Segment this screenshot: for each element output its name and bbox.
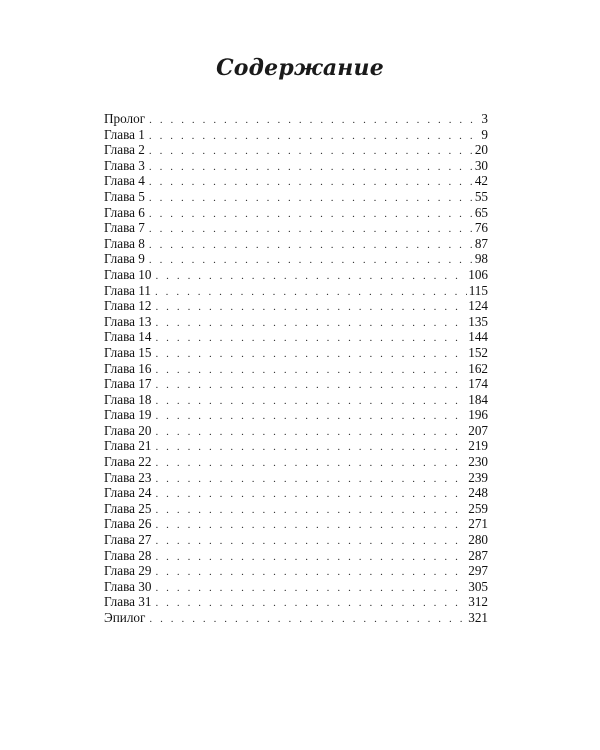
dot-leader	[149, 160, 473, 176]
toc-entry-page-number: 115	[468, 282, 488, 298]
toc-entry-page-number: 3	[481, 111, 488, 126]
toc-entry-page-number: 55	[474, 188, 488, 204]
toc-entry	[104, 283, 488, 299]
toc-entry	[104, 173, 488, 189]
dot-leader	[155, 285, 467, 301]
dot-leader	[149, 253, 473, 269]
dot-leader	[155, 518, 466, 534]
toc-entry-label: Глава 2	[104, 142, 145, 158]
toc-entry-label: Эпилог	[104, 610, 146, 625]
toc-entry-label: Глава 5	[104, 188, 145, 204]
toc-entry-page-number: 280	[468, 532, 488, 548]
toc-entry	[104, 376, 488, 392]
toc-entry	[104, 189, 488, 205]
dot-leader	[155, 394, 466, 410]
dot-leader	[155, 378, 466, 394]
toc-entry-page-number: 287	[468, 547, 488, 563]
toc-entry-page-number: 98	[474, 251, 488, 267]
dot-leader	[155, 440, 466, 456]
dot-leader	[149, 191, 473, 207]
toc-entry-label: Глава 31	[104, 594, 152, 610]
toc-entry-page-number: 321	[468, 610, 488, 625]
dot-leader	[155, 472, 466, 488]
dot-leader	[155, 503, 466, 519]
toc-entry	[104, 111, 488, 127]
dot-leader	[155, 596, 466, 612]
dot-leader	[155, 316, 466, 332]
toc-entry-page-number: 162	[468, 360, 488, 376]
toc-entry-page-number: 174	[468, 376, 488, 392]
toc-entry	[104, 251, 488, 267]
dot-leader	[155, 347, 466, 363]
toc-entry-label: Глава 13	[104, 313, 152, 329]
page-title: Содержание	[216, 55, 384, 81]
toc-entry-label: Глава 18	[104, 391, 152, 407]
toc-entry-page-number: 76	[474, 220, 488, 236]
toc-entry-page-number: 207	[468, 422, 488, 438]
dot-leader	[155, 581, 466, 597]
dot-leader	[149, 207, 473, 223]
dot-leader	[155, 300, 466, 316]
toc-entry-label: Глава 29	[104, 563, 152, 579]
toc-entry-label: Глава 23	[104, 469, 152, 485]
toc-entry-label: Глава 8	[104, 235, 145, 251]
dot-leader	[155, 565, 466, 581]
toc-entry	[104, 345, 488, 361]
toc-entry	[104, 205, 488, 221]
dot-leader	[155, 331, 466, 347]
toc-entry-page-number: 42	[474, 173, 488, 189]
toc-entry-page-number: 259	[468, 500, 488, 516]
toc-entry	[104, 142, 488, 158]
toc-entry	[104, 361, 488, 377]
dot-leader	[149, 129, 480, 145]
toc-entry	[104, 220, 488, 236]
toc-entry	[104, 127, 488, 143]
toc-entry-page-number: 196	[468, 407, 488, 423]
toc-entry-label: Глава 19	[104, 407, 152, 423]
dot-leader	[155, 456, 466, 472]
toc-entry-page-number: 30	[474, 157, 488, 173]
toc-entry-label: Глава 15	[104, 344, 152, 360]
toc-entry-label: Глава 26	[104, 516, 152, 532]
dot-leader	[149, 238, 473, 254]
toc-entry	[104, 392, 488, 408]
toc-entry-label: Глава 22	[104, 454, 152, 470]
toc-entry-label: Глава 16	[104, 360, 152, 376]
toc-entry	[104, 563, 488, 579]
toc-entry	[104, 516, 488, 532]
toc-entry-label: Глава 9	[104, 251, 145, 267]
toc-entry-label: Пролог	[104, 111, 146, 126]
toc-entry-label: Глава 14	[104, 329, 152, 345]
toc-entry-label: Глава 20	[104, 422, 152, 438]
toc-entry-label: Глава 12	[104, 298, 152, 314]
toc-entry-page-number: 312	[468, 594, 488, 610]
toc-entry	[104, 407, 488, 423]
toc-entry-page-number: 152	[468, 344, 488, 360]
toc-entry-label: Глава 30	[104, 578, 152, 594]
toc-entry-label: Глава 1	[104, 126, 145, 142]
toc-entry	[104, 532, 488, 548]
toc-entry-label: Глава 4	[104, 173, 145, 189]
toc-entry-label: Глава 3	[104, 157, 145, 173]
dot-leader	[149, 113, 479, 129]
toc-entry-page-number: 9	[481, 126, 488, 142]
toc-entry-page-number: 248	[468, 485, 488, 501]
toc-entry	[104, 454, 488, 470]
toc-entry	[104, 470, 488, 486]
dot-leader	[155, 550, 466, 566]
toc-entry-label: Глава 21	[104, 438, 152, 454]
toc-entry	[104, 438, 488, 454]
dot-leader	[155, 269, 466, 285]
toc-entry	[104, 594, 488, 610]
toc-entry-page-number: 239	[468, 469, 488, 485]
dot-leader	[155, 363, 466, 379]
toc-entry-label: Глава 10	[104, 266, 152, 282]
dot-leader	[155, 534, 466, 550]
toc-entry-page-number: 271	[468, 516, 488, 532]
toc-entry-page-number: 305	[468, 578, 488, 594]
toc-entry-page-number: 230	[468, 454, 488, 470]
toc-entry-page-number: 106	[468, 266, 488, 282]
toc-entry-page-number: 144	[468, 329, 488, 345]
toc-entry-label: Глава 25	[104, 500, 152, 516]
toc-entry	[104, 267, 488, 283]
toc-entry	[104, 158, 488, 174]
toc-entry	[104, 236, 488, 252]
toc-entry-page-number: 87	[474, 235, 488, 251]
toc-entry-page-number: 135	[468, 313, 488, 329]
toc-entry	[104, 501, 488, 517]
toc-entry-label: Глава 24	[104, 485, 152, 501]
toc-entry-label: Глава 11	[104, 282, 151, 298]
table-of-contents	[104, 111, 488, 626]
toc-entry-label: Глава 28	[104, 547, 152, 563]
toc-entry-page-number: 124	[468, 298, 488, 314]
toc-entry-page-number: 20	[474, 142, 488, 158]
dot-leader	[149, 222, 473, 238]
dot-leader	[149, 144, 473, 160]
toc-entry-page-number: 297	[468, 563, 488, 579]
dot-leader	[155, 487, 466, 503]
toc-entry	[104, 329, 488, 345]
toc-entry	[104, 423, 488, 439]
toc-entry-page-number: 184	[468, 391, 488, 407]
dot-leader	[155, 409, 466, 425]
toc-entry	[104, 298, 488, 314]
toc-entry	[104, 610, 488, 626]
toc-entry-label: Глава 27	[104, 532, 152, 548]
toc-entry-label: Глава 17	[104, 376, 152, 392]
toc-entry-label: Глава 7	[104, 220, 145, 236]
dot-leader	[149, 612, 466, 628]
toc-entry	[104, 548, 488, 564]
toc-entry-label: Глава 6	[104, 204, 145, 220]
toc-entry-page-number: 65	[474, 204, 488, 220]
toc-entry	[104, 314, 488, 330]
dot-leader	[155, 425, 466, 441]
toc-entry-page-number: 219	[468, 438, 488, 454]
dot-leader	[149, 175, 473, 191]
toc-entry	[104, 485, 488, 501]
toc-entry	[104, 579, 488, 595]
